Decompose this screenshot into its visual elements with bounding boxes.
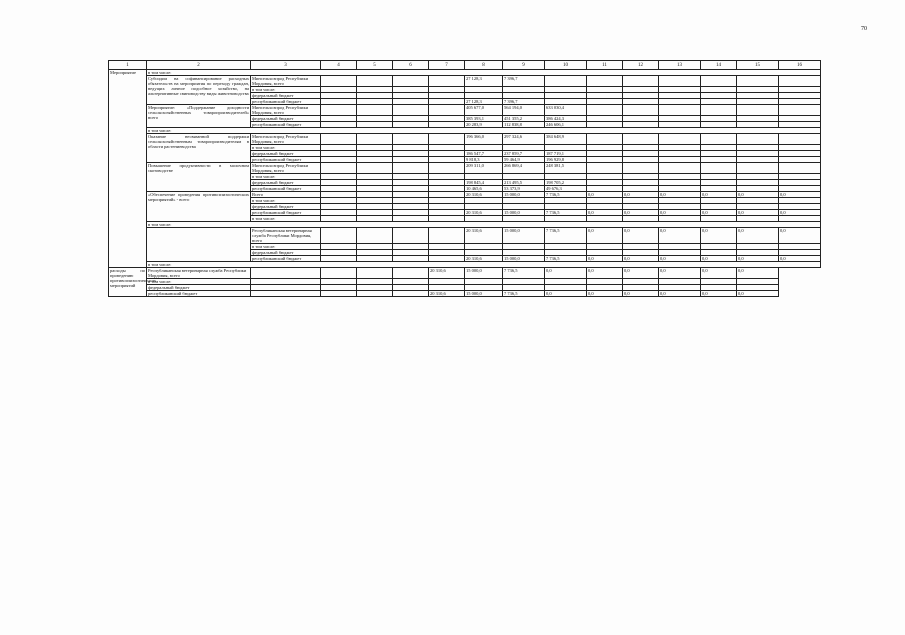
value-cell: 209 311,0: [465, 163, 503, 174]
source-label: федеральный бюджет: [251, 204, 321, 210]
value-cell: 0,0: [701, 268, 737, 279]
col-header: 10: [545, 61, 587, 70]
col-header: 15: [737, 61, 779, 70]
value-cell: 7 736,5: [503, 268, 545, 279]
value-cell: 0,0: [587, 228, 623, 244]
value-cell: 0,0: [779, 256, 821, 262]
value-cell: 0,0: [623, 228, 659, 244]
value-cell: 0,0: [737, 192, 779, 198]
value-cell: 112 838,8: [503, 122, 545, 128]
value-cell: 7 396,7: [503, 99, 545, 105]
value-cell: 451 355,2: [503, 116, 545, 122]
value-cell: 53 373,9: [503, 186, 545, 192]
source-label: республиканский бюджет: [147, 291, 251, 297]
value-cell: 0,0: [623, 210, 659, 216]
col-header: 4: [321, 61, 357, 70]
value-cell: 0,0: [701, 228, 737, 244]
value-cell: 0,0: [587, 192, 623, 198]
source-label: республиканский бюджет: [251, 122, 321, 128]
value-cell: 15 000,0: [465, 268, 503, 279]
value-cell: 237 859,7: [503, 151, 545, 157]
value-cell: 15 000,0: [503, 256, 545, 262]
value-cell: 7 736,5: [545, 210, 587, 216]
incl-row: в том числе:: [147, 222, 821, 228]
page-number: 70: [861, 26, 867, 32]
value-cell: 7 396,7: [503, 76, 545, 87]
col-header: 9: [503, 61, 545, 70]
value-cell: 196 929,8: [545, 157, 587, 163]
source-label: в том числе:: [251, 198, 321, 204]
value-cell: 27 128,3: [465, 76, 503, 87]
incl-row: в том числе:: [147, 262, 821, 268]
value-cell: 20 310,6: [465, 256, 503, 262]
value-cell: 0,0: [659, 228, 701, 244]
incl-row: в том числе:: [147, 128, 821, 134]
col-header: 13: [659, 61, 701, 70]
value-cell: 246 606,1: [545, 122, 587, 128]
value-cell: 385 393,1: [465, 116, 503, 122]
col-header: 2: [147, 61, 251, 70]
source-label: федеральный бюджет: [251, 180, 321, 186]
source-label: Республиканская ветеринарная служба Республики Мордовия, всего: [147, 268, 251, 279]
source-label: в том числе:: [251, 145, 321, 151]
col-header: 8: [465, 61, 503, 70]
source-label: в том числе:: [251, 174, 321, 180]
value-cell: 0,0: [659, 291, 701, 297]
value-cell: 0,0: [623, 268, 659, 279]
value-cell: 196 366,0: [465, 134, 503, 145]
header-row: [109, 61, 821, 70]
value-cell: 15 000,0: [503, 192, 545, 198]
col-header: 16: [779, 61, 821, 70]
source-label: республиканский бюджет: [251, 99, 321, 105]
value-cell: 7 736,5: [503, 291, 545, 297]
value-cell: 0,0: [587, 291, 623, 297]
source-label: федеральный бюджет: [147, 285, 251, 291]
source-label: федеральный бюджет: [251, 116, 321, 122]
col-header: 14: [701, 61, 737, 70]
value-cell: 0,0: [659, 210, 701, 216]
value-cell: 7 736,5: [545, 192, 587, 198]
value-cell: 0,0: [659, 268, 701, 279]
value-cell: 248 381,5: [545, 163, 587, 174]
source-label: Минсельхозпрод Республики Мордовия, всего: [251, 105, 321, 116]
source-label: Республиканская ветеринарная служба Республики Мордовия, всего: [251, 228, 321, 244]
value-cell: 0,0: [659, 192, 701, 198]
value-cell: 15 000,0: [503, 228, 545, 244]
value-cell: 0,0: [737, 256, 779, 262]
value-cell: 633 030,4: [545, 105, 587, 116]
source-label: федеральный бюджет: [251, 93, 321, 99]
value-cell: 20 310,6: [465, 228, 503, 244]
value-cell: 0,0: [701, 192, 737, 198]
value-cell: 384 648,9: [545, 134, 587, 145]
value-cell: 0,0: [701, 210, 737, 216]
value-cell: 15 000,0: [465, 291, 503, 297]
row-description: Субсидии на софинансирование расходных обязательств на мероприятия по переходу граждан, ведущих личное подсобное хозяйство, на альтернативные свиноводству виды животноводства: [147, 76, 251, 105]
value-cell: 0,0: [623, 192, 659, 198]
value-cell: 198 705,2: [545, 180, 587, 186]
col-header: 6: [393, 61, 429, 70]
col-header: 11: [587, 61, 623, 70]
source-label: в том числе:: [147, 279, 251, 285]
value-cell: 0,0: [737, 291, 779, 297]
source-label: республиканский бюджет: [251, 256, 321, 262]
value-cell: 27 128,3: [465, 99, 503, 105]
col-header: 7: [429, 61, 465, 70]
value-cell: 15 000,0: [503, 210, 545, 216]
value-cell: 0,0: [623, 256, 659, 262]
value-cell: 20 310,6: [465, 210, 503, 216]
source-label: Минсельхозпрод Республики Мордовия, всего: [251, 134, 321, 145]
row-description: Повышение продуктивности в молочном скотоводстве: [147, 163, 251, 192]
row-description: расходы по проведению противоэпизоотических мероприятий: [109, 268, 147, 297]
value-cell: 9 818,3: [465, 157, 503, 163]
value-cell: 0,0: [545, 291, 587, 297]
col-header: 3: [251, 61, 321, 70]
value-cell: 0,0: [545, 268, 587, 279]
value-cell: 0,0: [623, 291, 659, 297]
budget-table: [108, 60, 821, 297]
source-label: федеральный бюджет: [251, 151, 321, 157]
incl-row: в том числе:: [147, 70, 821, 76]
value-cell: 405 677,0: [465, 105, 503, 116]
row-description: Мероприятие: «Поддержание доходности сельскохозяйственных товаропроизводителей» всего: [147, 105, 251, 128]
source-label: в том числе:: [251, 244, 321, 250]
row-description: «Обеспечение проведения противоэпизоотических мероприятий» - всего: [147, 192, 251, 222]
source-label: Минсельхозпрод Республики Мордовия, всего: [251, 163, 321, 174]
value-cell: 0,0: [587, 210, 623, 216]
value-cell: 213 495,5: [503, 180, 545, 186]
value-cell: 49 676,3: [545, 186, 587, 192]
value-cell: 198 845,4: [465, 180, 503, 186]
section-label: Мероприятие: [109, 70, 147, 268]
value-cell: 0,0: [737, 228, 779, 244]
value-cell: 0,0: [701, 256, 737, 262]
col-header: 12: [623, 61, 659, 70]
value-cell: 187 719,1: [545, 151, 587, 157]
value-cell: 266 869,4: [503, 163, 545, 174]
value-cell: 0,0: [779, 210, 821, 216]
value-cell: 7 736,5: [545, 228, 587, 244]
value-cell: 0,0: [779, 192, 821, 198]
value-cell: 20 310,6: [429, 291, 465, 297]
source-label: Всего: [251, 192, 321, 198]
value-cell: 386 424,3: [545, 116, 587, 122]
value-cell: 0,0: [701, 291, 737, 297]
value-cell: 10 465,6: [465, 186, 503, 192]
source-label: федеральный бюджет: [251, 250, 321, 256]
value-cell: 0,0: [737, 210, 779, 216]
source-label: в том числе:: [251, 87, 321, 93]
value-cell: 20 310,6: [429, 268, 465, 279]
value-cell: 0,0: [587, 256, 623, 262]
col-header: 1: [109, 61, 147, 70]
source-label: Минсельхозпрод Республики Мордовия, всего: [251, 76, 321, 87]
value-cell: 0,0: [737, 268, 779, 279]
source-label: республиканский бюджет: [251, 157, 321, 163]
value-cell: 20 310,6: [465, 192, 503, 198]
value-cell: 0,0: [779, 228, 821, 244]
col-header: 5: [357, 61, 393, 70]
value-cell: 20 283,9: [465, 122, 503, 128]
value-cell: 186 547,7: [465, 151, 503, 157]
value-cell: 0,0: [659, 256, 701, 262]
value-cell: 0,0: [587, 268, 623, 279]
value-cell: 59 464,9: [503, 157, 545, 163]
source-label: республиканский бюджет: [251, 210, 321, 216]
source-label: республиканский бюджет: [251, 186, 321, 192]
value-cell: 297 324,6: [503, 134, 545, 145]
value-cell: 564 194,0: [503, 105, 545, 116]
source-label: в том числе:: [251, 216, 321, 222]
row-description: Оказание несвязанной поддержки сельскохозяйственным товаропроизводителям в области растениеводства: [147, 134, 251, 163]
value-cell: 7 736,5: [545, 256, 587, 262]
